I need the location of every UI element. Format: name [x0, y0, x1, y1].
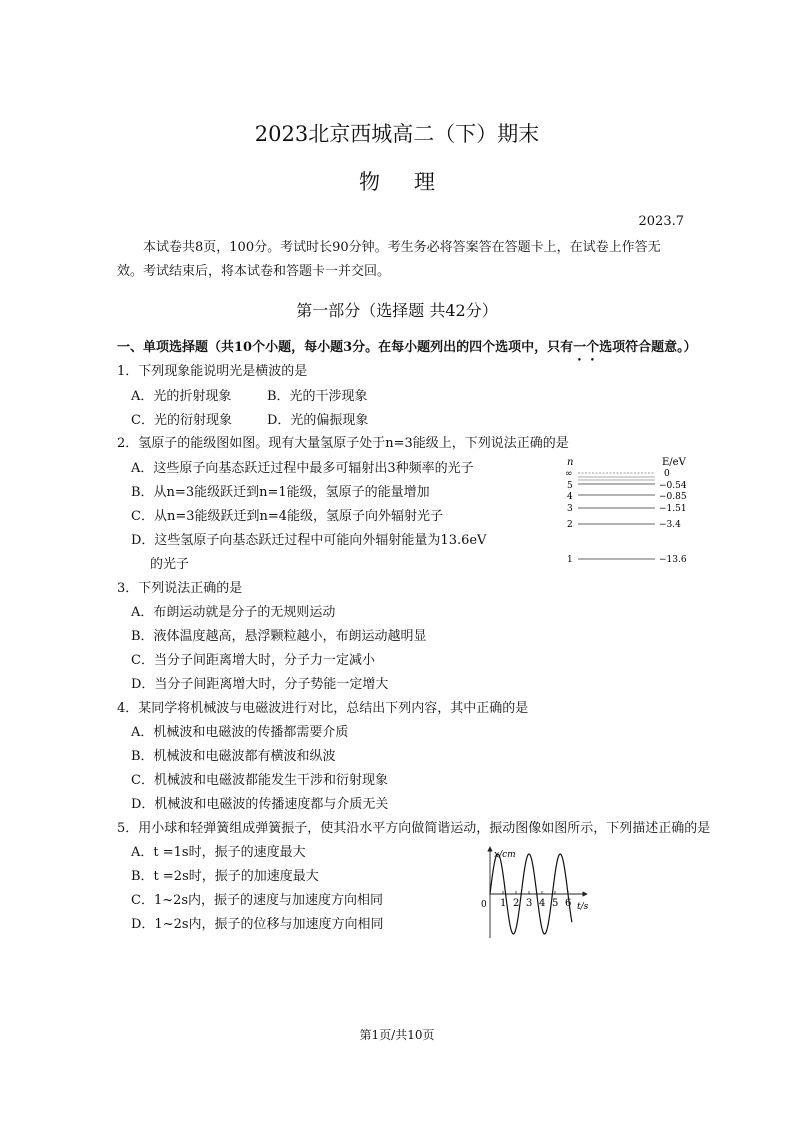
energy-level-lines: [578, 473, 655, 559]
x-tick-label: 6: [565, 898, 572, 909]
page-footer: 第1页/共10页: [359, 1028, 435, 1042]
x-tick-label: 2: [513, 898, 520, 909]
level-n-2: 2: [567, 520, 573, 530]
q2-option-c: C．从n=3能级跃迁到n=4能级，氢原子向外辐射光子: [131, 509, 444, 524]
q1-option-d: D．光的偏振现象: [267, 413, 369, 428]
origin-label: 0: [481, 900, 487, 910]
energy-level-diagram: [558, 452, 698, 574]
x-tick-label: 5: [552, 898, 559, 909]
q4-option-d: D．机械波和电磁波的传播速度都与介质无关: [131, 797, 389, 812]
vibration-graph: [476, 843, 596, 943]
level-e-2: −3.4: [659, 520, 681, 530]
level-n-5: 5: [567, 481, 573, 491]
q4-option-b: B．机械波和电磁波都有横波和纵波: [131, 749, 336, 764]
x-axis-label: t/s: [577, 902, 589, 912]
q4-option-c: C．机械波和电磁波都能发生干涉和衍射现象: [131, 773, 388, 788]
q1-option-c: C．光的衍射现象: [131, 413, 232, 428]
q2-option-a: A．这些原子向基态跃迁过程中最多可辐射出3种频率的光子: [131, 461, 474, 476]
q2-option-b: B．从n=3能级跃迁到n=1能级，氢原子的能量增加: [131, 485, 430, 500]
section-suffix: 选项符合题意。）: [599, 340, 697, 355]
exam-date: 2023.7: [638, 214, 684, 229]
q2-option-d: D．这些氢原子向基态跃迁过程中可能向外辐射能量为13.6eV: [131, 533, 487, 548]
q5-stem: 5．用小球和轻弹簧组成弹簧振子，使其沿水平方向做简谐运动，振动图像如图所示，下列描述正确的是: [117, 821, 711, 836]
energy-e-label: E/eV: [662, 457, 686, 468]
q1-stem: 1．下列现象能说明光是横波的是: [117, 364, 308, 379]
q3-stem: 3．下列说法正确的是: [117, 581, 243, 596]
level-n-4: 4: [567, 492, 573, 502]
x-tick-label: 3: [526, 898, 533, 909]
q4-stem: 4．某同学将机械波与电磁波进行对比，总结出下列内容，其中正确的是: [117, 701, 529, 716]
exam-instructions: 本试卷共8页，100分。考试时长90分钟。考生务必将答案答在答题卡上，在试卷上作答无效。考试结束后，将本试卷和答题卡一并交回。: [117, 240, 661, 279]
level-n-1: 1: [567, 555, 573, 565]
level-e-4: −0.85: [659, 492, 687, 502]
q3-option-a: A．布朗运动就是分子的无规则运动: [131, 605, 336, 620]
q3-option-b: B．液体温度越高，悬浮颗粒越小，布朗运动越明显: [131, 629, 427, 644]
part-heading: 第一部分（选择题 共42分）: [296, 301, 498, 320]
q5-option-a: A．t =1s时，振子的速度最大: [131, 845, 306, 860]
q3-option-d: D．当分子间距离增大时，分子势能一定增大: [131, 677, 389, 692]
q5-option-c: C．1~2s内，振子的速度与加速度方向相同: [131, 893, 384, 908]
subject-title: 物理: [359, 170, 469, 194]
q2-option-d-cont: 的光子: [150, 557, 190, 572]
q5-option-b: B．t =2s时，振子的加速度最大: [131, 869, 319, 884]
y-axis-label: x/cm: [494, 850, 516, 860]
level-n-inf: ∞: [565, 469, 573, 479]
q1-option-b: B．光的干涉现象: [267, 389, 368, 404]
level-e-3: −1.51: [659, 504, 687, 514]
level-e-5: −0.54: [659, 481, 687, 491]
section-prefix: 一、单项选择题（共10个小题，每小题3分。在每小题列出的四个选项中，只有: [117, 340, 574, 355]
q3-option-c: C．当分子间距离增大时，分子力一定减小: [131, 653, 375, 668]
q1-option-a: A．光的折射现象: [131, 389, 232, 404]
level-e-inf: 0: [664, 469, 670, 479]
level-e-1: −13.6: [659, 555, 687, 565]
q5-option-d: D．1~2s内，振子的位移与加速度方向相同: [131, 917, 384, 932]
page-title: 2023北京西城高二（下）期末: [254, 122, 540, 146]
q4-option-a: A．机械波和电磁波的传播都需要介质: [131, 725, 349, 740]
energy-n-label: n: [567, 457, 574, 468]
q2-stem: 2．氢原子的能级图如图。现有大量氢原子处于n=3能级上，下列说法正确的是: [117, 436, 569, 451]
x-tick-label: 4: [539, 898, 546, 909]
section-emphasis: 一个: [573, 340, 600, 355]
level-n-3: 3: [567, 504, 573, 514]
x-tick-label: 1: [500, 898, 507, 909]
